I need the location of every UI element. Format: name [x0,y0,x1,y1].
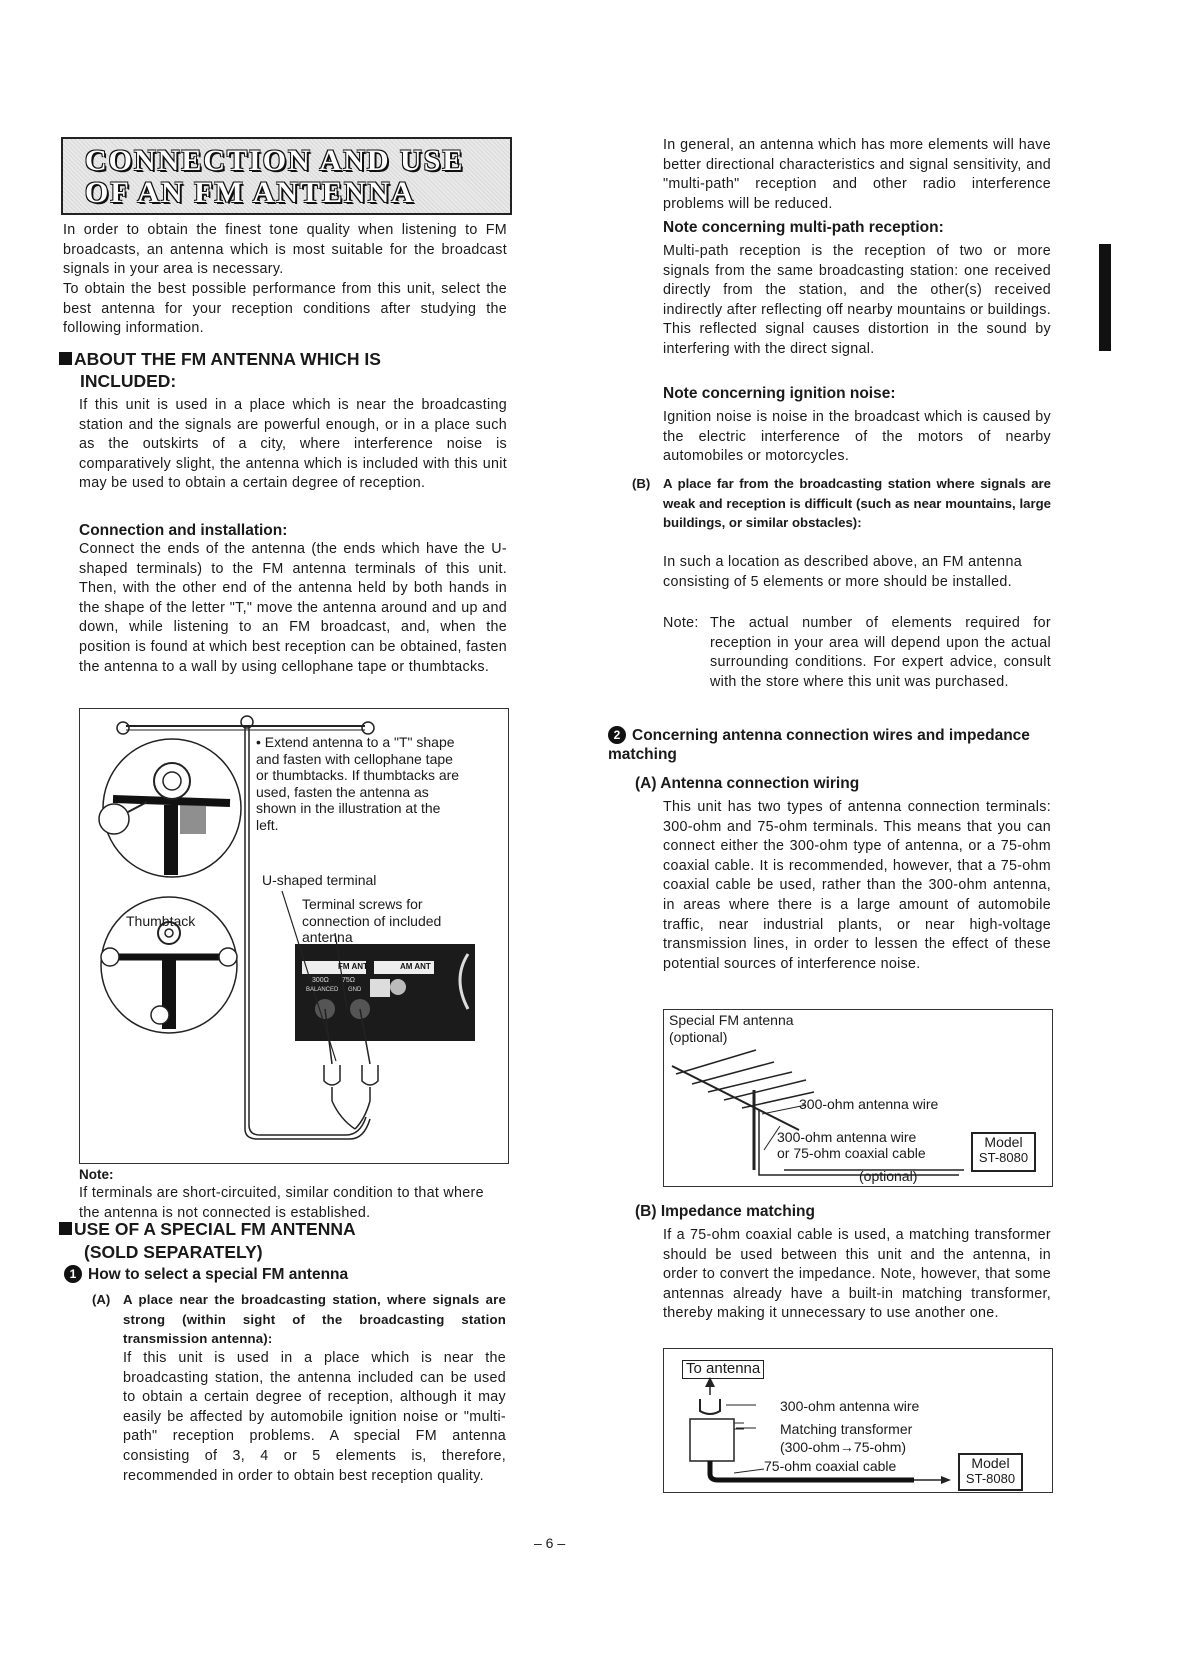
about-heading [59,349,509,370]
u-shaped-terminal-label: U-shaped terminal [262,872,377,888]
wire-or-coax-line1: 300-ohm antenna wire [777,1129,917,1145]
included-antenna-diagram [79,708,509,1164]
ignition-heading: Note concerning ignition noise: [663,385,896,402]
connection-paragraph: Connect the ends of the antenna (the ends which have the U-shaped terminals) to the FM antenna terminals of this unit. Then, with the other end of the antenna held by both hands in the shape of the letter "T," move the antenna around and up and down, while listening to an FM broadcast, and, when the position is found at which best reception can be obtained, fasten the antenna to a wall by using cellophane tape or thumbtacks. [79,541,507,675]
intro-paragraph-1: In order to obtain the finest tone quality when listening to FM broadcasts, an antenna which is most suitable for the broadcast signals in your area is necessary. [63,222,507,278]
matching-transformer-diagram [663,1348,1053,1493]
balanced-label: BALANCED [306,987,339,993]
model-box-2-line1: Model [971,1455,1010,1471]
ignition-paragraph: Ignition noise is noise in the broadcast which is caused by the electric interference of the motors of nearby automobiles or motorcycles. [663,409,1051,465]
note1-label: Note: [79,1167,114,1182]
intro-paragraph-2: To obtain the best possible performance from this unit, select the best antenna for your reception conditions after studying the following information. [63,281,507,337]
section-a-paragraph: If this unit is used in a place which is near the broadcasting station, the antenna included can be used to obtain a certain degree of reception, although it may easily be affected by automobile ignition noise or "multi-path" reception problems. A special FM antenna consisting of 3, 4 or 5 elements is, therefore, recommended in order to obtain best reception quality. [123,1350,506,1484]
connection-heading: Connection and installation: [79,522,288,539]
special-heading-line1: USE OF A SPECIAL FM ANTENNA [74,1219,356,1239]
model-box-2-line2: ST-8080 [965,1471,1016,1486]
model-box-1-line1: Model [984,1134,1023,1150]
square-bullet-icon-2 [59,1222,72,1235]
section-title-line1: CONNECTION AND USE [85,144,465,177]
conversion-label: (300-ohm→75-ohm) [780,1439,907,1455]
number-2-icon: 2 [608,726,626,744]
impedance-heading: (B) Impedance matching [635,1203,815,1220]
multipath-heading: Note concerning multi-path reception: [663,219,944,236]
special-antenna-label-1: Special FM antenna [669,1012,794,1028]
wires-heading [608,726,1056,764]
model-box-2 [958,1453,1023,1491]
ohm75-label: 75Ω [342,977,356,984]
am-ant-label: AM ANT [400,962,431,971]
edge-tab-marker [1099,244,1111,351]
section-a-label: (A) [92,1292,111,1307]
section-b-heading: A place far from the broadcasting station where signals are weak and reception is difficult (such as near mountains, large buildings, or similar obstacles): [663,476,1051,530]
page-number: – 6 – [534,1535,566,1551]
optional-label: (optional) [859,1168,918,1184]
wires-heading-label: Concerning antenna connection wires and impedance matching [608,727,1030,763]
ohm300-label: 300Ω [312,977,329,984]
square-bullet-icon [59,352,72,365]
gnd-label: GND [348,987,362,993]
special-heading [59,1219,509,1240]
about-heading-line1: ABOUT THE FM ANTENNA WHICH IS [74,349,381,369]
section-title-box [61,137,512,215]
section-b-note-label: Note: [663,615,699,631]
wire300-label-2: 300-ohm antenna wire [780,1398,920,1414]
fm-ant-label: FM ANT [338,962,368,971]
terminal-screws-label: Terminal screws for connection of included antenna [302,896,442,945]
coax-label: 75-ohm coaxial cable [764,1458,897,1474]
special-antenna-diagram [663,1009,1053,1187]
wiring-heading: (A) Antenna connection wiring [635,775,860,792]
wire-or-coax-line2: or 75-ohm coaxial cable [777,1145,926,1161]
wiring-paragraph: This unit has two types of antenna connection terminals: 300-ohm and 75-ohm terminals. This means that you can connect either the 300-ohm type of antenna, or a 75-ohm coaxial cable. It is recommended, however, that a 75-ohm coaxial cable be used, rather than the 300-ohm antenna, in areas where there is a large amount of automobile traffic, near industrial plants, or near high-voltage transmission lines, in order to lessen the effect of these potential sources of interference noise. [663,799,1051,972]
extend-antenna-note: • Extend antenna to a "T" shape and fasten with cellophane tape or thumbtacks. If thumbtacks are used, fasten the antenna as shown in the illustration at the left. [256,734,460,833]
section-b-label: (B) [632,476,651,491]
multipath-paragraph: Multi-path reception is the reception of two or more signals from the same broadcasting station: one received directly from the station, and the other(s) received indirectly after reflecting off nearby mountains or buildings. This reflected signal causes distortion in the sound by interfering with the direct signal. [663,243,1051,357]
model-box-1 [971,1132,1036,1172]
about-paragraph: If this unit is used in a place which is near the broadcasting station and the signals are powerful enough, or in a place such as the outskirts of a city, where interference noise is comparatively slight, the antenna which is included with this unit may be used to obtain a certain degree of reception. [79,397,507,492]
section-b-note: The actual number of elements required for reception in your area will depend upon the actual surrounding conditions. For expert advice, consult with the store where this unit was purchased. [710,615,1051,690]
how-to-select-heading [64,1265,504,1284]
section-b-paragraph: In such a location as described above, an FM antenna consisting of 5 elements or more should be installed. [663,554,1022,590]
about-heading-line2: INCLUDED: [80,371,177,391]
transformer-label: Matching transformer [780,1421,913,1437]
to-antenna-label: To antenna [682,1360,764,1379]
impedance-paragraph: If a 75-ohm coaxial cable is used, a matching transformer should be used between this unit and the antenna, in order to convert the impedance. Note, however, that some antennas already have a built-in matching transformer, thereby making it unnecessary to use another one. [663,1227,1051,1322]
how-to-select-label: How to select a special FM antenna [88,1266,349,1283]
section-title-line2: OF AN FM ANTENNA [85,176,416,209]
wire-300-label: 300-ohm antenna wire [799,1096,939,1112]
general-paragraph: In general, an antenna which has more elements will have better directional characteristics and signal sensitivity, and "multi-path" reception and other radio interference problems will be reduced. [663,137,1051,212]
note1-text: If terminals are short-circuited, similar condition to that where the antenna is not connected is established. [79,1185,484,1221]
special-heading-line2: (SOLD SEPARATELY) [84,1242,263,1262]
special-antenna-label-2: (optional) [669,1029,728,1045]
section-a-heading: A place near the broadcasting station, where signals are strong (within sight of the broadcasting station transmission antenna): [123,1292,506,1346]
model-box-1-line2: ST-8080 [978,1150,1029,1165]
thumbtack-label: Thumbtack [126,913,196,929]
number-1-icon: 1 [64,1265,82,1283]
